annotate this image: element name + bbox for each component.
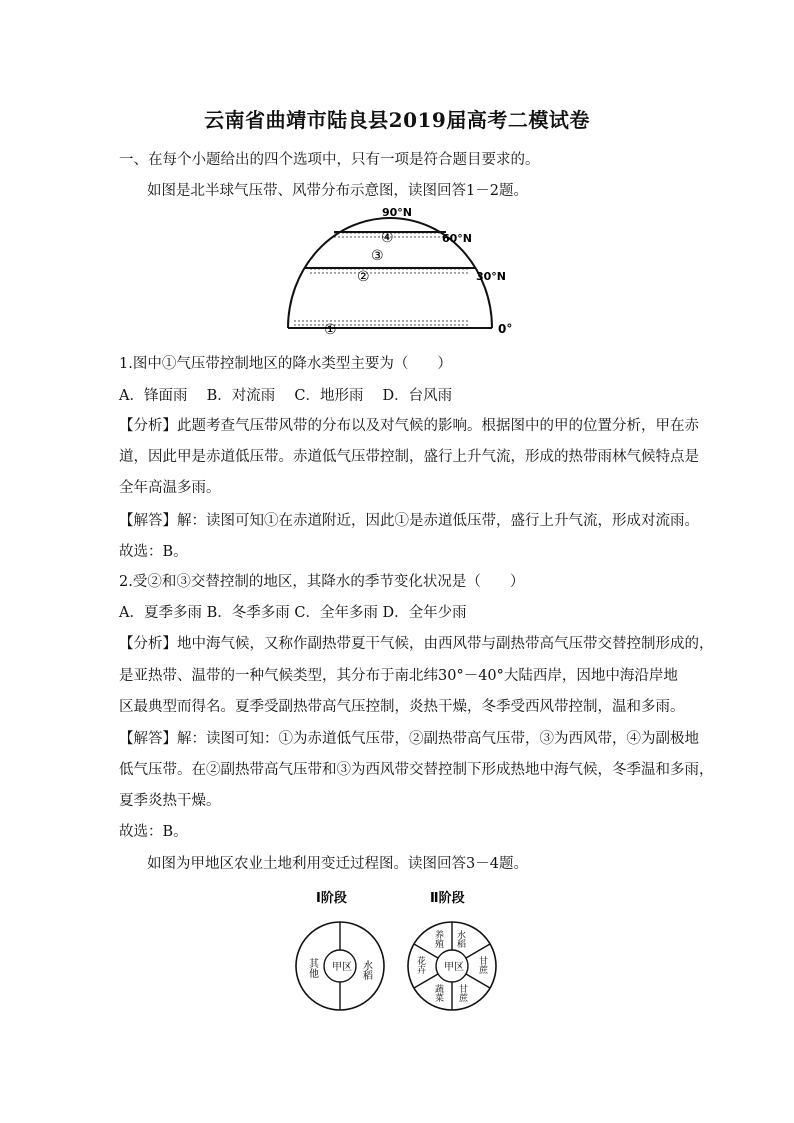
marker-2: ② xyxy=(357,269,370,285)
stage2-center: 甲区 xyxy=(444,962,464,973)
marker-3: ③ xyxy=(371,248,384,264)
q2-options: A．夏季多雨 B．冬季多雨 C．全年多雨 D．全年少雨 xyxy=(119,605,467,621)
label-30n: 30°N xyxy=(476,270,507,283)
q2-answer-line-2: 低气压带。在②副热带高气压带和③为西风带交替控制下形成热地中海气候，冬季温和多雨， xyxy=(119,762,714,778)
q2-answer-line-1: 【解答】解：读图可知：①为赤道低气压带，②副热带高气压带，③为西风带，④为副极地 xyxy=(119,731,699,747)
label-90n: 90°N xyxy=(382,206,413,219)
q2-analysis-line-3: 区最典型而得名。夏季受副热带高气压控制，炎热干燥，冬季受西风带控制，温和多雨。 xyxy=(119,699,685,715)
equatorial-dots xyxy=(294,318,470,326)
intro-figure-1: 如图是北半球气压带、风带分布示意图，读图回答1－2题。 xyxy=(147,183,528,199)
q2-answer-line-3: 夏季炎热干燥。 xyxy=(119,793,221,809)
intro-figure-2: 如图为甲地区农业土地利用变迁过程图。读图回答3－4题。 xyxy=(147,856,528,872)
label-60n: 60°N xyxy=(442,232,473,245)
subtropical-dots xyxy=(308,268,468,276)
stage2-title: Ⅱ阶段 xyxy=(430,891,465,906)
page-title: 云南省曲靖市陆良县2019届高考二模试卷 xyxy=(204,108,590,132)
stage1-wheel xyxy=(296,922,384,1010)
pressure-belt-diagram xyxy=(270,196,530,346)
marker-4: ④ xyxy=(381,230,394,246)
q1-analysis-line-2: 道，因此甲是赤道低压带。赤道低气压带控制，盛行上升气流，形成的热带雨林气候特点是 xyxy=(119,449,699,465)
stage2-sector-rice: 水稻 xyxy=(455,930,465,948)
q1-analysis-line-1: 【分析】此题考查气压带风带的分布以及对气候的影响。根据图中的甲的位置分析，甲在赤 xyxy=(119,418,699,434)
q1-choice: 故选：B。 xyxy=(119,544,188,560)
q2-choice: 故选：B。 xyxy=(119,824,188,840)
stage2-sector-vegetables: 蔬菜 xyxy=(433,984,443,1002)
q1-answer: 【解答】解：读图可知①在赤道附近，因此①是赤道低压带，盛行上升气流，形成对流雨。 xyxy=(119,513,699,529)
stage2-sector-sugarcane-2: 甘蔗 xyxy=(457,984,467,1002)
stage2-sector-flowers: 花卉 xyxy=(415,956,425,974)
q2-analysis-line-2: 是亚热带、温带的一种气候类型，其分布于南北纬30°－40°大陆西岸，因地中海沿岸地 xyxy=(119,668,678,684)
section-heading: 一、在每个小题给出的四个选项中，只有一项是符合题目要求的。 xyxy=(119,152,540,168)
q1-stem: 1.图中①气压带控制地区的降水类型主要为（ ） xyxy=(119,356,452,372)
q1-analysis-line-3: 全年高温多雨。 xyxy=(119,480,221,496)
stage2-sector-sugarcane-1: 甘蔗 xyxy=(477,956,487,974)
q1-options: A．锋面雨 B．对流雨 C．地形雨 D．台风雨 xyxy=(119,388,453,404)
stage2-wheel xyxy=(408,922,496,1010)
stage1-center: 甲区 xyxy=(332,962,352,973)
label-0: 0° xyxy=(498,322,513,336)
stage1-sector-rice: 水稻 xyxy=(360,960,372,980)
stage2-sector-aquaculture: 养殖 xyxy=(433,930,443,948)
q2-analysis-line-1: 【分析】地中海气候，又称作副热带夏干气候，由西风带与副热带高气压带交替控制形成的， xyxy=(119,636,714,652)
marker-1: ① xyxy=(324,322,337,338)
q2-stem: 2.受②和③交替控制的地区，其降水的季节变化状况是（ ） xyxy=(119,574,525,590)
land-use-diagram xyxy=(290,880,510,1020)
stage1-sector-other: 其他 xyxy=(306,958,318,978)
stage1-title: Ⅰ阶段 xyxy=(316,891,347,906)
